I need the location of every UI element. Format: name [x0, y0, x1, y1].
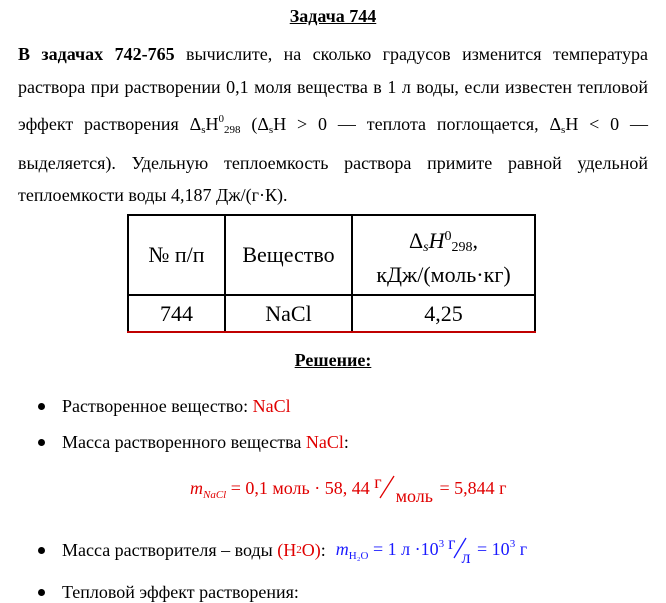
header-298-sub: 298 [451, 239, 473, 255]
problem-lead: В задачах 742-765 [18, 44, 175, 64]
problem-text-1: вычислите, на сколько градусов изменится температура раствора при растворении 0,1 моля вещества в 1 л воды, если известен тепловой эффект растворения Δ [18, 44, 648, 134]
formula2-exp2: 3 [509, 538, 516, 550]
bullet-dot [38, 439, 45, 446]
bullet-solute [38, 396, 291, 417]
bullet-solvent-mass [38, 533, 528, 567]
formula-mass-water [335, 533, 528, 567]
formula2-l: л [461, 547, 471, 567]
header-enthalpy [352, 215, 535, 295]
bullet-colon: : [320, 539, 326, 560]
formula2-unit [448, 533, 471, 567]
bullet-heat-text: Тепловой эффект растворения: [62, 582, 299, 602]
formula2-m: m [335, 539, 349, 559]
header-delta: Δ [409, 227, 424, 253]
bullet-solvent-sub: 2 [296, 544, 302, 556]
formula1-mol: моль [395, 486, 433, 506]
row-substance: NaCl [225, 295, 352, 332]
header-h: H [428, 227, 445, 253]
bullet-solvent-text: Масса растворителя – воды [62, 539, 273, 560]
row-value: 4,25 [352, 295, 535, 332]
problem-text-3: H > 0 — теплота поглощается, Δ [273, 114, 562, 134]
formula2-part1: = 1 л ·10 [368, 539, 439, 559]
bullet-dot [38, 403, 45, 410]
bullet-solute-value: NaCl [252, 396, 291, 416]
header-s-sub: s [423, 239, 429, 255]
problem-title: Задача 744 [289, 6, 377, 26]
delta-s-sub: s [201, 124, 206, 136]
problem-text-2: (Δ [240, 114, 269, 134]
zero-sup: 0 [218, 113, 224, 125]
table-header-row [128, 215, 535, 295]
bullet-colon: : [343, 432, 349, 452]
row-number: 744 [128, 295, 225, 332]
data-table [127, 214, 536, 333]
problem-text-4: H < 0 — выделяется). Удельную теплоемкость раствора примите равной удельной теплоемкости воды 4,187 Дж/(г·К). [18, 114, 648, 205]
bullet-solute-mass [38, 432, 349, 453]
formula1-part2: = 5,844 г [434, 478, 507, 498]
solution-title: Решение: [294, 350, 372, 370]
bullet-heat-effect [38, 582, 299, 603]
formula2-unit-g: г [515, 539, 528, 559]
formula2-g: г [448, 533, 456, 553]
bullet-solute-mass-text: Масса растворенного вещества [62, 432, 302, 452]
slash-line [378, 474, 396, 500]
temp-298-sub: 298 [224, 124, 241, 136]
table-row [128, 295, 535, 332]
formula1-unit [374, 472, 433, 506]
header-units: кДж/(моль·кг) [376, 261, 511, 287]
formula2-sub: H₂O [348, 550, 369, 562]
bullet-solute-mass-value: NaCl [305, 432, 344, 452]
bullet-solvent-formula-end: O) [301, 539, 321, 560]
formula1-g: г [374, 472, 382, 492]
formula1-sub: NaCl [203, 489, 227, 501]
header-substance: Вещество [225, 215, 352, 295]
formula1-m: m [190, 478, 203, 498]
formula-mass-nacl [190, 472, 507, 506]
header-number: № п/п [128, 215, 225, 295]
formula2-part2: = 10 [472, 539, 510, 559]
bullet-solvent-formula-start: (H [277, 539, 297, 560]
delta-s-sub-3: s [561, 124, 566, 136]
bullet-dot [38, 547, 45, 554]
bullet-dot [38, 589, 45, 596]
formula2-exp1: 3 [438, 538, 445, 550]
formula1-part1: = 0,1 моль · 58, 44 [226, 478, 375, 498]
h-symbol: H [205, 114, 219, 134]
bullet-solute-text: Растворенное вещество: [62, 396, 249, 416]
header-comma: , [472, 227, 478, 253]
header-zero-sup: 0 [444, 228, 452, 244]
delta-s-sub-2: s [268, 124, 274, 136]
problem-statement [18, 38, 648, 212]
